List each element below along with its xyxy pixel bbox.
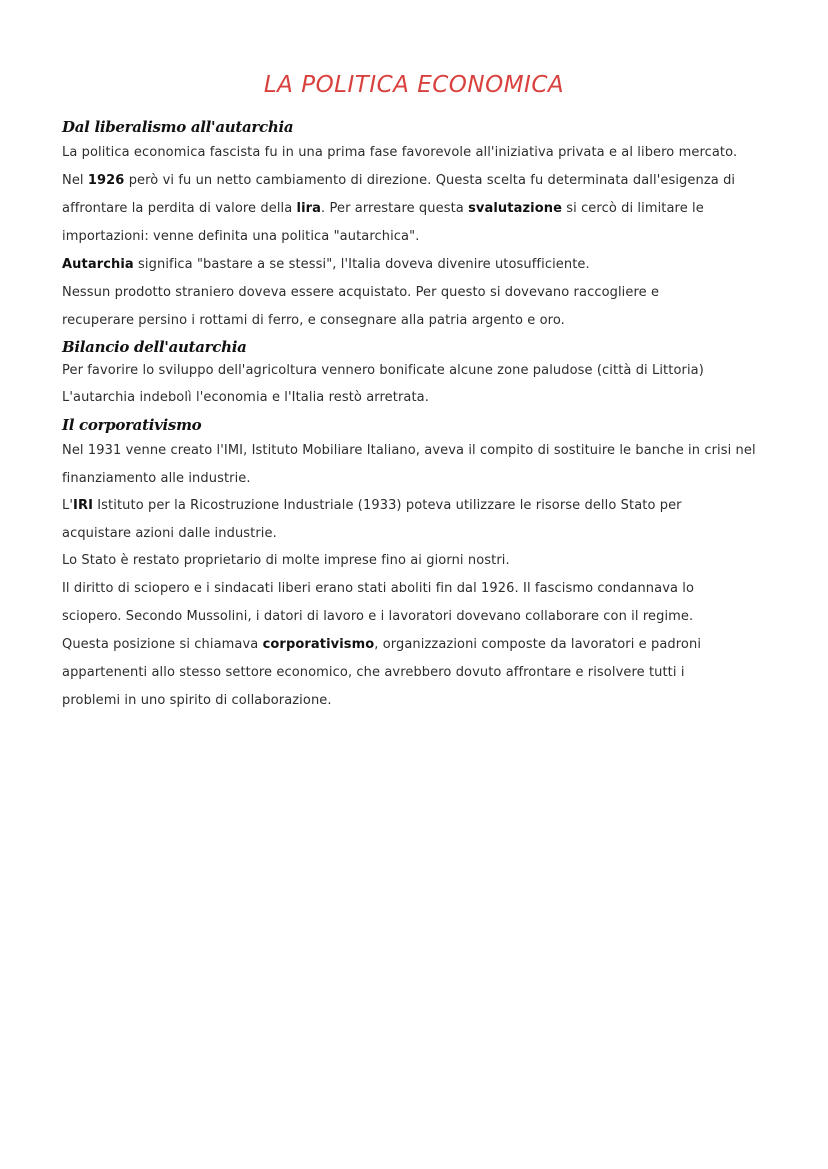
text-line: appartenenti allo stesso settore economico, che avrebbero dovuto affrontare e risolvere tutti i (62, 665, 685, 680)
bold-term: corporativismo (262, 637, 375, 652)
text-line: Nel 1931 venne creato l'IMI, Istituto Mobiliare Italiano, aveva il compito di sostituire le banche in crisi nel (62, 443, 756, 458)
bold-term: IRI (73, 498, 94, 513)
text-line: Lo Stato è restato proprietario di molte imprese fino ai giorni nostri. (62, 553, 510, 568)
text-line: La politica economica fascista fu in una prima fase favorevole all'iniziativa privata e al libero mercato. (62, 145, 738, 160)
bold-term: 1926 (87, 173, 125, 188)
bold-term: Autarchia (62, 257, 134, 272)
text-line: importazioni: venne definita una politica "autarchica". (62, 229, 420, 244)
section-heading: Il corporativismo (62, 416, 202, 434)
text-line: affrontare la perdita di valore della lira. Per arrestare questa svalutazione si cercò di limitare le (62, 201, 704, 216)
text-line: Per favorire lo sviluppo dell'agricoltura vennero bonificate alcune zone paludose (città di Littoria) (62, 363, 704, 378)
page-title: LA POLITICA ECONOMICA (263, 72, 565, 98)
text-line: Nessun prodotto straniero doveva essere acquistato. Per questo si dovevano raccogliere e (62, 285, 660, 300)
text-line: Autarchia significa "bastare a se stessi", l'Italia doveva divenire utosufficiente. (62, 257, 590, 272)
bold-term: lira (296, 201, 322, 216)
text-line: Nel 1926 però vi fu un netto cambiamento di direzione. Questa scelta fu determinata dall'esigenza di (62, 173, 736, 188)
text-line: L'autarchia indebolì l'economia e l'Italia restò arretrata. (62, 390, 429, 405)
text-line: problemi in uno spirito di collaborazione. (62, 693, 332, 708)
section-heading: Bilancio dell'autarchia (62, 338, 247, 356)
text-line: L'IRI Istituto per la Ricostruzione Industriale (1933) poteva utilizzare le risorse dello Stato per (62, 498, 682, 513)
section-heading: Dal liberalismo all'autarchia (62, 118, 294, 136)
text-line: sciopero. Secondo Mussolini, i datori di lavoro e i lavoratori dovevano collaborare con il regime. (62, 609, 694, 624)
text-line: finanziamento alle industrie. (62, 471, 251, 486)
text-line: Il diritto di sciopero e i sindacati liberi erano stati aboliti fin dal 1926. Il fascismo condannava lo (62, 581, 695, 596)
text-line: acquistare azioni dalle industrie. (62, 526, 277, 541)
text-line: recuperare persino i rottami di ferro, e consegnare alla patria argento e oro. (62, 313, 565, 328)
bold-term: svalutazione (468, 201, 563, 216)
text-line: Questa posizione si chiamava corporativismo, organizzazioni composte da lavoratori e padroni (62, 637, 702, 652)
